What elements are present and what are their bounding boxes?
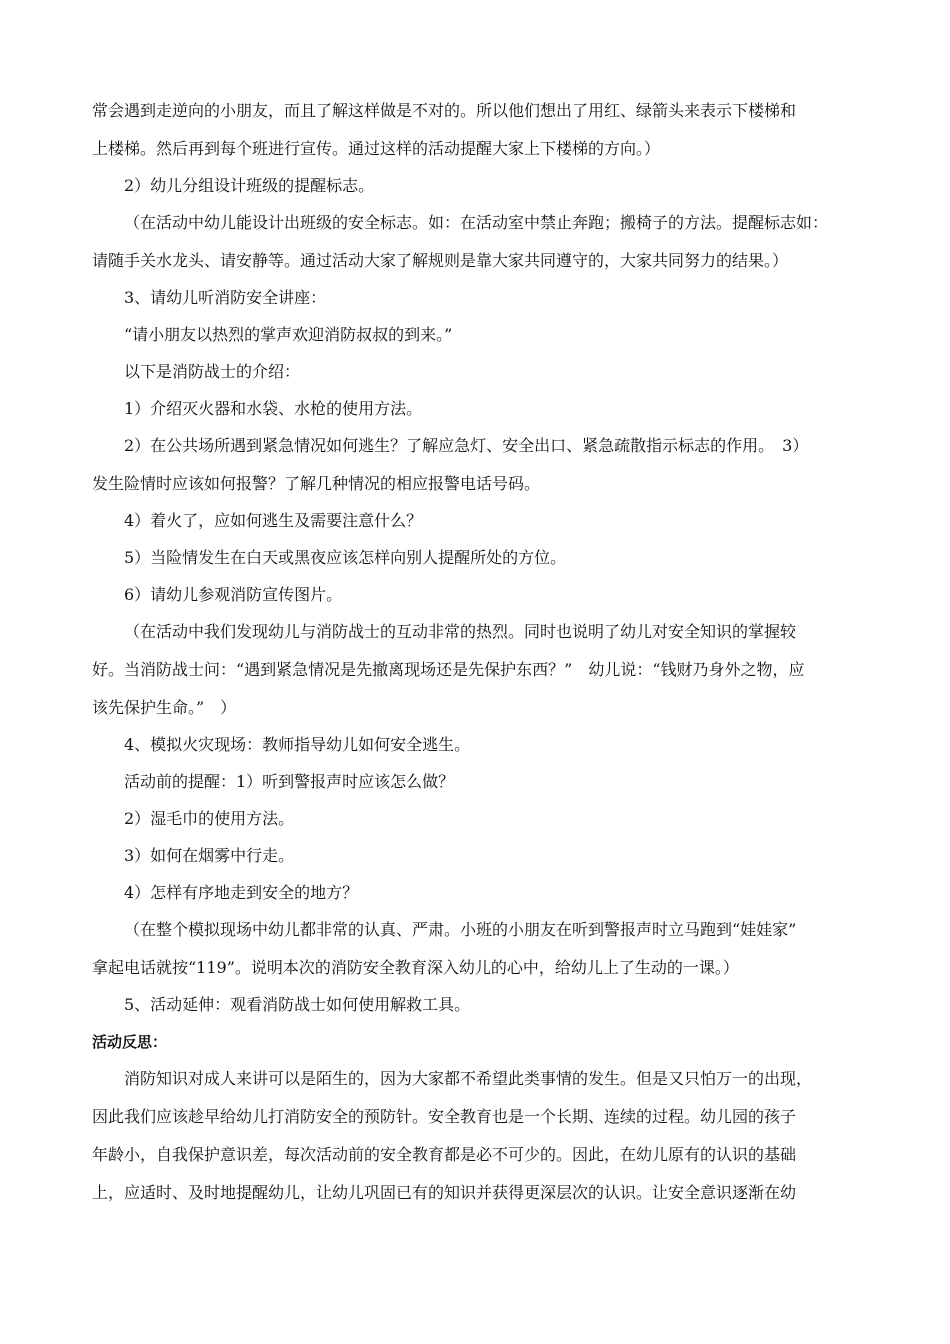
list-item bbox=[92, 436, 867, 494]
text-line: 4）怎样有序地走到安全的地方？ bbox=[124, 883, 359, 902]
text-line: 上，应适时、及时地提醒幼儿，让幼儿巩固已有的知识并获得更深层次的认识。让安全意识逐渐在幼 bbox=[92, 1183, 797, 1202]
intro-line bbox=[92, 362, 867, 382]
text-line: （在整个模拟现场中幼儿都非常的认真、严肃。小班的小朋友在听到警报声时立马跑到“娃娃家” bbox=[124, 920, 797, 939]
paragraph-note bbox=[92, 920, 867, 978]
list-item bbox=[92, 883, 867, 903]
text-line: 消防知识对成人来讲可以是陌生的，因为大家都不希望此类事情的发生。但是又只怕万一的出现， bbox=[124, 1069, 813, 1088]
section-step-3 bbox=[92, 288, 867, 308]
list-item bbox=[92, 399, 867, 419]
list-item bbox=[92, 772, 867, 792]
text-line: 好。当消防战士问：“遇到紧急情况是先撤离现场还是先保护东西？” 幼儿说：“钱财乃身外之物，应 bbox=[92, 660, 805, 679]
list-item bbox=[92, 809, 867, 829]
document-body bbox=[92, 101, 867, 1220]
text-line: 3）如何在烟雾中行走。 bbox=[124, 846, 295, 865]
text-line: 2）在公共场所遇到紧急情况如何逃生？了解应急灯、安全出口、紧急疏散指示标志的作用。 3） bbox=[124, 436, 809, 455]
text-line: 请随手关水龙头、请安静等。通过活动大家了解规则是靠大家共同遵守的，大家共同努力的结果。） bbox=[92, 251, 789, 270]
text-line: 2）湿毛巾的使用方法。 bbox=[124, 809, 295, 828]
text-line: 4、模拟火灾现场：教师指导幼儿如何安全逃生。 bbox=[124, 735, 471, 754]
paragraph-reflection bbox=[92, 1069, 867, 1203]
text-line: 以下是消防战士的介绍： bbox=[124, 362, 301, 381]
paragraph-note bbox=[92, 622, 867, 718]
text-line: 4）着火了，应如何逃生及需要注意什么？ bbox=[124, 511, 423, 530]
text-line: 5）当险情发生在白天或黑夜应该怎样向别人提醒所处的方位。 bbox=[124, 548, 567, 567]
text-line: 2）幼儿分组设计班级的提醒标志。 bbox=[124, 176, 375, 195]
paragraph-note bbox=[92, 213, 867, 271]
text-line: 拿起电话就按“119”。说明本次的消防安全教育深入幼儿的心中，给幼儿上了生动的一课。） bbox=[92, 958, 739, 977]
text-line: 1）介绍灭火器和水袋、水枪的使用方法。 bbox=[124, 399, 423, 418]
text-line: 3、请幼儿听消防安全讲座： bbox=[124, 288, 327, 307]
list-item bbox=[92, 548, 867, 568]
text-line: 该先保护生命。” ） bbox=[92, 698, 237, 717]
list-item bbox=[92, 176, 867, 196]
text-line: 活动前的提醒：1）听到警报声时应该怎么做？ bbox=[124, 772, 455, 791]
text-line: （在活动中我们发现幼儿与消防战士的互动非常的热烈。同时也说明了幼儿对安全知识的掌握较 bbox=[124, 622, 797, 641]
paragraph-stair-arrows bbox=[92, 101, 867, 159]
text-line: 发生险情时应该如何报警？了解几种情况的相应报警电话号码。 bbox=[92, 474, 541, 493]
list-item bbox=[92, 585, 867, 605]
section-heading-reflection: 活动反思： bbox=[92, 1033, 168, 1051]
list-item bbox=[92, 511, 867, 531]
list-item bbox=[92, 846, 867, 866]
text-line: 常会遇到走逆向的小朋友，而且了解这样做是不对的。所以他们想出了用红、绿箭头来表示下楼梯和 bbox=[92, 101, 797, 120]
quote-line bbox=[92, 325, 867, 345]
text-line: （在活动中幼儿能设计出班级的安全标志。如：在活动室中禁止奔跑；搬椅子的方法。提醒标志如： bbox=[124, 213, 829, 232]
section-step-5 bbox=[92, 995, 867, 1015]
text-line: 因此我们应该趁早给幼儿打消防安全的预防针。安全教育也是一个长期、连续的过程。幼儿园的孩子 bbox=[92, 1107, 797, 1126]
text-line: 6）请幼儿参观消防宣传图片。 bbox=[124, 585, 343, 604]
text-line: “请小朋友以热烈的掌声欢迎消防叔叔的到来。” bbox=[124, 325, 453, 344]
section-step-4 bbox=[92, 735, 867, 755]
text-line: 5、活动延伸：观看消防战士如何使用解救工具。 bbox=[124, 995, 471, 1014]
text-line: 年龄小，自我保护意识差，每次活动前的安全教育都是必不可少的。因此，在幼儿原有的认识的基础 bbox=[92, 1145, 797, 1164]
text-line: 上楼梯。然后再到每个班进行宣传。通过这样的活动提醒大家上下楼梯的方向。） bbox=[92, 139, 661, 158]
